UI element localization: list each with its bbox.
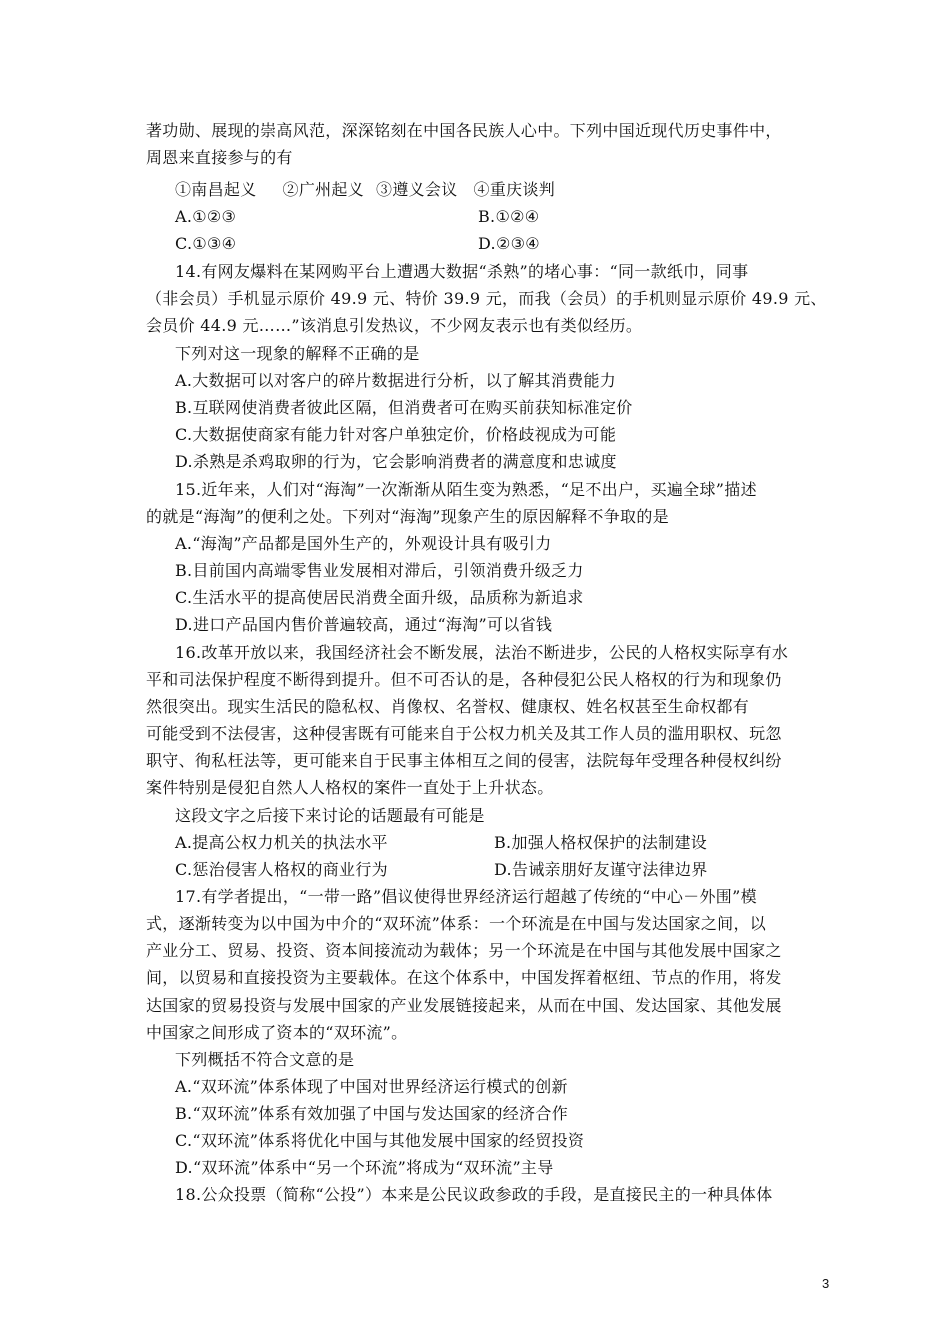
q13-option: A.①②③ xyxy=(175,207,237,226)
q14-option: A.大数据可以对客户的碎片数据进行分析，以了解其消费能力 xyxy=(175,371,617,390)
q16-stem-line: 平和司法保护程度不断得到提升。但不可否认的是，各种侵犯公民人格权的行为和现象仍 xyxy=(146,670,782,689)
q13-item: ②广州起义 xyxy=(282,180,365,199)
q17-stem-line: 间，以贸易和直接投资为主要载体。在这个体系中，中国发挥着枢纽、节点的作用，将发 xyxy=(146,968,782,987)
q16-stem-line: 案件特别是侵犯自然人人格权的案件一直处于上升状态。 xyxy=(146,778,554,797)
q16-option: D.告诫亲朋好友谨守法律边界 xyxy=(494,860,708,879)
q18-stem-line: 18.公众投票（简称“公投”）本来是公民议政参政的手段，是直接民主的一种具体体 xyxy=(175,1185,773,1204)
q17-option: D.“双环流”体系中“另一个环流”将成为“双环流”主导 xyxy=(175,1158,554,1177)
q13-option: D.②③④ xyxy=(478,234,540,253)
q17-question: 下列概括不符合文意的是 xyxy=(175,1050,355,1069)
q14-stem-line: 会员价 44.9 元……”该消息引发热议，不少网友表示也有类似经历。 xyxy=(146,316,643,335)
q16-option: A.提高公权力机关的执法水平 xyxy=(175,833,388,852)
q17-stem-line: 式，逐渐转变为以中国为中介的“双环流”体系：一个环流是在中国与发达国家之间，以 xyxy=(146,914,767,933)
q15-option: D.进口产品国内售价普遍较高，通过“海淘”可以省钱 xyxy=(175,615,553,634)
q17-stem-line: 达国家的贸易投资与发展中国家的产业发展链接起来，从而在中国、发达国家、其他发展 xyxy=(146,996,782,1015)
q16-question: 这段文字之后接下来讨论的话题最有可能是 xyxy=(175,806,485,825)
q14-option: C.大数据使商家有能力针对客户单独定价，价格歧视成为可能 xyxy=(175,425,617,444)
q14-stem-line: 14.有网友爆料在某网购平台上遭遇大数据“杀熟”的堵心事：“同一款纸巾，同事 xyxy=(175,262,749,281)
q15-option: A.“海淘”产品都是国外生产的，外观设计具有吸引力 xyxy=(175,534,552,553)
q16-option: B.加强人格权保护的法制建设 xyxy=(494,833,708,852)
q13-item: ③遵义会议 xyxy=(376,180,458,199)
q14-stem-line: （非会员）手机显示原价 49.9 元、特价 39.9 元，而我（会员）的手机则显示原价 49.9 元、 xyxy=(146,289,827,308)
q17-stem-line: 中国家之间形成了资本的“双环流”。 xyxy=(146,1023,408,1042)
q15-option: B.目前国内高端零售业发展相对滞后，引领消费升级乏力 xyxy=(175,561,584,580)
q16-option: C.惩治侵害人格权的商业行为 xyxy=(175,860,388,879)
q15-option: C.生活水平的提高使居民消费全面升级，品质称为新追求 xyxy=(175,588,584,607)
q13-stem-line: 周恩来直接参与的有 xyxy=(146,148,293,167)
q17-option: B.“双环流”体系有效加强了中国与发达国家的经济合作 xyxy=(175,1104,569,1123)
q16-stem-line: 可能受到不法侵害，这种侵害既有可能来自于公权力机关及其工作人员的滥用职权、玩忽 xyxy=(146,724,782,743)
q17-stem-line: 产业分工、贸易、投资、资本间接流动为载体；另一个环流是在中国与其他发展中国家之 xyxy=(146,941,782,960)
q13-item: ④重庆谈判 xyxy=(473,180,556,199)
q14-option: D.杀熟是杀鸡取卵的行为，它会影响消费者的满意度和忠诚度 xyxy=(175,452,617,471)
q13-option: C.①③④ xyxy=(175,234,237,253)
q15-stem-line: 的就是“海淘”的便利之处。下列对“海淘”现象产生的原因解释不争取的是 xyxy=(146,507,669,526)
q16-stem-line: 16.改革开放以来，我国经济社会不断发展，法治不断进步，公民的人格权实际享有水 xyxy=(175,643,789,662)
q17-stem-line: 17.有学者提出，“一带一路”倡议使得世界经济运行超越了传统的“中心－外围”模 xyxy=(175,887,757,906)
q15-stem-line: 15.近年来，人们对“海淘”一次渐渐从陌生变为熟悉，“足不出户，买遍全球”描述 xyxy=(175,480,757,499)
q16-stem-line: 然很突出。现实生活民的隐私权、肖像权、名誉权、健康权、姓名权甚至生命权都有 xyxy=(146,697,750,716)
q13-stem-line: 著功勋、展现的崇高风范，深深铭刻在中国各民族人心中。下列中国近现代历史事件中， xyxy=(146,121,782,140)
page-number: 3 xyxy=(822,1276,830,1291)
q14-question: 下列对这一现象的解释不正确的是 xyxy=(175,344,420,363)
q13-items xyxy=(175,180,555,200)
q17-option: C.“双环流”体系将优化中国与其他发展中国家的经贸投资 xyxy=(175,1131,585,1150)
q13-item: ①南昌起义 xyxy=(175,180,257,199)
q16-stem-line: 职守、徇私枉法等，更可能来自于民事主体相互之间的侵害，法院每年受理各种侵权纠纷 xyxy=(146,751,782,770)
q13-option: B.①②④ xyxy=(478,207,540,226)
q14-option: B.互联网使消费者彼此区隔，但消费者可在购买前获知标准定价 xyxy=(175,398,633,417)
q17-option: A.“双环流”体系体现了中国对世界经济运行模式的创新 xyxy=(175,1077,568,1096)
